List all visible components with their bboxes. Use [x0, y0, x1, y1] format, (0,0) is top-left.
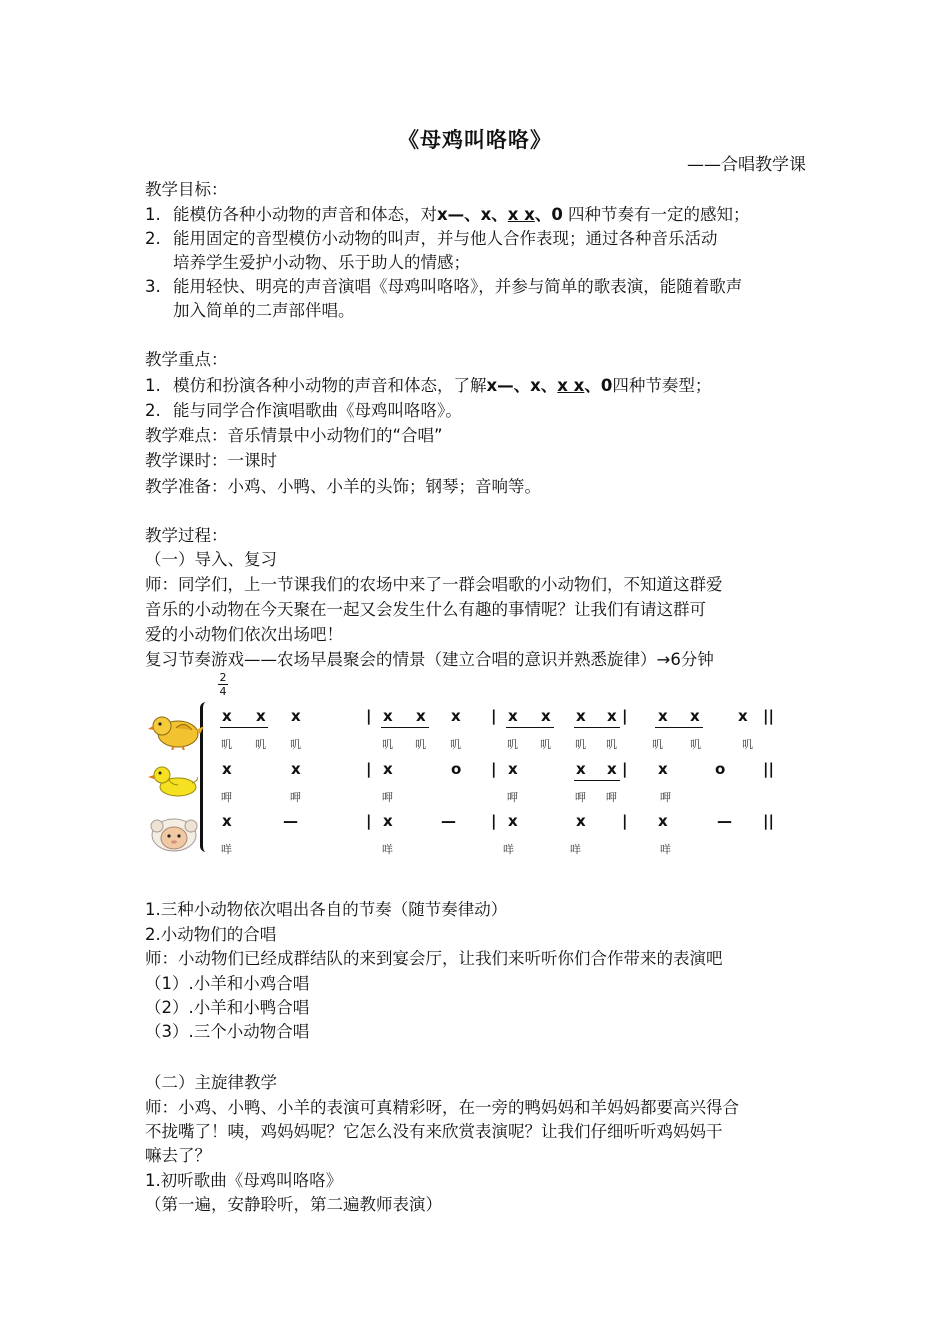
- goal-1-rhythm-c: 、0: [534, 205, 563, 224]
- duck-note: x: [576, 760, 586, 778]
- chick-lyric: 叽: [606, 738, 617, 751]
- sheep-dash: —: [283, 812, 298, 830]
- duck-note: x: [658, 760, 668, 778]
- chick-lyric: 叽: [450, 738, 461, 751]
- duck-lyric: 呷: [382, 791, 393, 804]
- duck-lyric: 呷: [575, 791, 586, 804]
- chick-lyric: 叽: [507, 738, 518, 751]
- key-item-2: [145, 401, 462, 421]
- sheep-note: x: [658, 812, 668, 830]
- duck-rest: o: [451, 760, 462, 778]
- process-heading: 教学过程：: [145, 526, 228, 545]
- key-1-pre: 模仿和扮演各种小动物的声音和体态，了解: [173, 376, 487, 395]
- goal-2-number: 2.: [145, 229, 161, 248]
- goals-heading: 教学目标：: [145, 180, 228, 199]
- duck-note: x: [508, 760, 518, 778]
- chick-beam: [381, 727, 429, 728]
- duck-note: x: [607, 760, 617, 778]
- chick-note: x: [658, 707, 668, 725]
- chick-note: x: [383, 707, 393, 725]
- time-signature-bottom: 4: [219, 685, 227, 698]
- end-bar-line: ||: [763, 760, 774, 778]
- chick-note: x: [222, 707, 232, 725]
- listen-step-1: 1.初听歌曲《母鸡叫咯咯》: [145, 1171, 343, 1190]
- chick-note: x: [416, 707, 426, 725]
- key-1-rhythm-a: x—、x、: [486, 376, 558, 395]
- chick-beam: [655, 727, 703, 728]
- process-section-1: （一）导入、复习: [145, 550, 277, 569]
- duck-rest: o: [715, 760, 726, 778]
- chick-note: x: [576, 707, 586, 725]
- sheep-note: x: [383, 812, 393, 830]
- after-teacher-line: 师：小动物们已经成群结队的来到宴会厅，让我们来听听你们合作带来的表演吧: [145, 949, 723, 968]
- key-1-rhythm-b: x x: [557, 376, 585, 395]
- duck-note: x: [291, 760, 301, 778]
- sheep-lyric: 咩: [660, 843, 671, 856]
- process-section-2: （二）主旋律教学: [145, 1073, 277, 1092]
- hours-line: 教学课时：一课时: [145, 451, 277, 470]
- goal-item-2: [145, 229, 718, 249]
- after-option-1: （1）.小羊和小鸡合唱: [145, 974, 310, 993]
- bar-line: |: [491, 707, 497, 725]
- bar-line: |: [366, 812, 372, 830]
- document-title: 《母鸡叫咯咯》: [398, 128, 552, 152]
- bar-line: |: [622, 760, 628, 778]
- chick-note: x: [738, 707, 748, 725]
- duck-icon: [148, 765, 198, 797]
- after-step-2: 2.小动物们的合唱: [145, 925, 277, 944]
- end-bar-line: ||: [763, 707, 774, 725]
- goal-1-rhythm-b: x x: [507, 205, 535, 224]
- sheep-icon: [148, 814, 200, 854]
- chick-beam: [220, 727, 268, 728]
- chick-note: x: [690, 707, 700, 725]
- chick-lyric: 叽: [575, 738, 586, 751]
- review-line: 复习节奏游戏——农场早晨聚会的情景（建立合唱的意识并熟悉旋律）→6分钟: [145, 650, 714, 669]
- process-para-line-2: 音乐的小动物在今天聚在一起又会发生什么有趣的事情呢？让我们有请这群可: [145, 600, 706, 619]
- sheep-lyric: 咩: [221, 843, 232, 856]
- chick-note: x: [508, 707, 518, 725]
- goal-2-line-1: 能用固定的音型模仿小动物的叫声，并与他人合作表现；通过各种音乐活动: [173, 229, 718, 248]
- melody-para-line-1: 师：小鸡、小鸭、小羊的表演可真精彩呀，在一旁的鸭妈妈和羊妈妈都要高兴得合: [145, 1098, 739, 1117]
- key-2-text: 能与同学合作演唱歌曲《母鸡叫咯咯》。: [173, 401, 462, 420]
- duck-lyric: 呷: [221, 791, 232, 804]
- chick-lyric: 叽: [221, 738, 232, 751]
- chick-lyric: 叽: [690, 738, 701, 751]
- chick-note: x: [541, 707, 551, 725]
- key-2-number: 2.: [145, 401, 161, 420]
- chick-lyric: 叽: [382, 738, 393, 751]
- goal-1-pre: 能模仿各种小动物的声音和体态，对: [173, 205, 437, 224]
- difficulty-line: 教学难点：音乐情景中小动物们的“合唱”: [145, 426, 443, 445]
- sheep-note: x: [508, 812, 518, 830]
- goal-1-number: 1.: [145, 205, 161, 224]
- duck-lyric: 呷: [660, 791, 671, 804]
- goal-1-rhythm-a: x—、x、: [437, 205, 508, 224]
- key-heading: 教学重点：: [145, 350, 228, 369]
- duck-lyric: 呷: [290, 791, 301, 804]
- key-1-number: 1.: [145, 376, 161, 395]
- goal-item-3: [145, 277, 742, 297]
- bar-line: |: [491, 812, 497, 830]
- chick-icon: [148, 712, 204, 750]
- duck-lyric: 呷: [507, 791, 518, 804]
- chick-lyric: 叽: [742, 738, 753, 751]
- key-1-rhythm-c: 、0: [584, 376, 613, 395]
- sheep-lyric: 咩: [570, 843, 581, 856]
- key-item-1: [145, 376, 711, 396]
- chick-note: x: [451, 707, 461, 725]
- sheep-dash: —: [717, 812, 732, 830]
- chick-lyric: 叽: [652, 738, 663, 751]
- after-option-2: （2）.小羊和小鸭合唱: [145, 998, 310, 1017]
- bar-line: |: [491, 760, 497, 778]
- chick-beam: [574, 727, 620, 728]
- chick-note: x: [256, 707, 266, 725]
- prep-line: 教学准备：小鸡、小鸭、小羊的头饰；钢琴；音响等。: [145, 477, 541, 496]
- goal-3-line-2: 加入简单的二声部伴唱。: [173, 301, 355, 320]
- melody-para-line-3: 嘛去了？: [145, 1146, 211, 1165]
- chick-lyric: 叽: [290, 738, 301, 751]
- listen-step-note: （第一遍，安静聆听，第二遍教师表演）: [145, 1195, 442, 1214]
- duck-note: x: [222, 760, 232, 778]
- melody-para-line-2: 不拢嘴了！咦，鸡妈妈呢？它怎么没有来欣赏表演呢？让我们仔细听听鸡妈妈干: [145, 1122, 723, 1141]
- document-subtitle: ——合唱教学课: [687, 155, 806, 175]
- bar-line: |: [622, 812, 628, 830]
- duck-note: x: [383, 760, 393, 778]
- chick-note: x: [607, 707, 617, 725]
- process-para-line-1: 师：同学们，上一节课我们的农场中来了一群会唱歌的小动物们，不知道这群爱: [145, 575, 723, 594]
- end-bar-line: ||: [763, 812, 774, 830]
- chick-lyric: 叽: [415, 738, 426, 751]
- sheep-lyric: 咩: [382, 843, 393, 856]
- chick-note: x: [291, 707, 301, 725]
- goal-2-line-2: 培养学生爱护小动物、乐于助人的情感；: [173, 253, 470, 272]
- bar-line: |: [366, 760, 372, 778]
- time-signature-top: 2: [219, 671, 227, 684]
- after-option-3: （3）.三个小动物合唱: [145, 1022, 310, 1041]
- sheep-note: x: [222, 812, 232, 830]
- chick-lyric: 叽: [255, 738, 266, 751]
- process-para-line-3: 爱的小动物们依次出场吧！: [145, 625, 343, 644]
- bar-line: |: [366, 707, 372, 725]
- goal-3-line-1: 能用轻快、明亮的声音演唱《母鸡叫咯咯》，并参与简单的歌表演，能随着歌声: [173, 277, 743, 296]
- after-step-1: 1.三种小动物依次唱出各自的节奏（随节奏律动）: [145, 900, 508, 919]
- duck-lyric: 呷: [606, 791, 617, 804]
- key-1-post: 四种节奏型；: [612, 376, 712, 395]
- goal-item-1: [145, 205, 750, 225]
- chick-beam: [506, 727, 554, 728]
- duck-beam: [574, 780, 620, 781]
- sheep-lyric: 咩: [503, 843, 514, 856]
- goal-3-number: 3.: [145, 277, 161, 296]
- time-signature: [218, 672, 228, 697]
- goal-1-post: 四种节奏有一定的感知；: [562, 205, 750, 224]
- chick-lyric: 叽: [540, 738, 551, 751]
- bar-line: |: [622, 707, 628, 725]
- sheep-note: x: [576, 812, 586, 830]
- sheep-dash: —: [441, 812, 456, 830]
